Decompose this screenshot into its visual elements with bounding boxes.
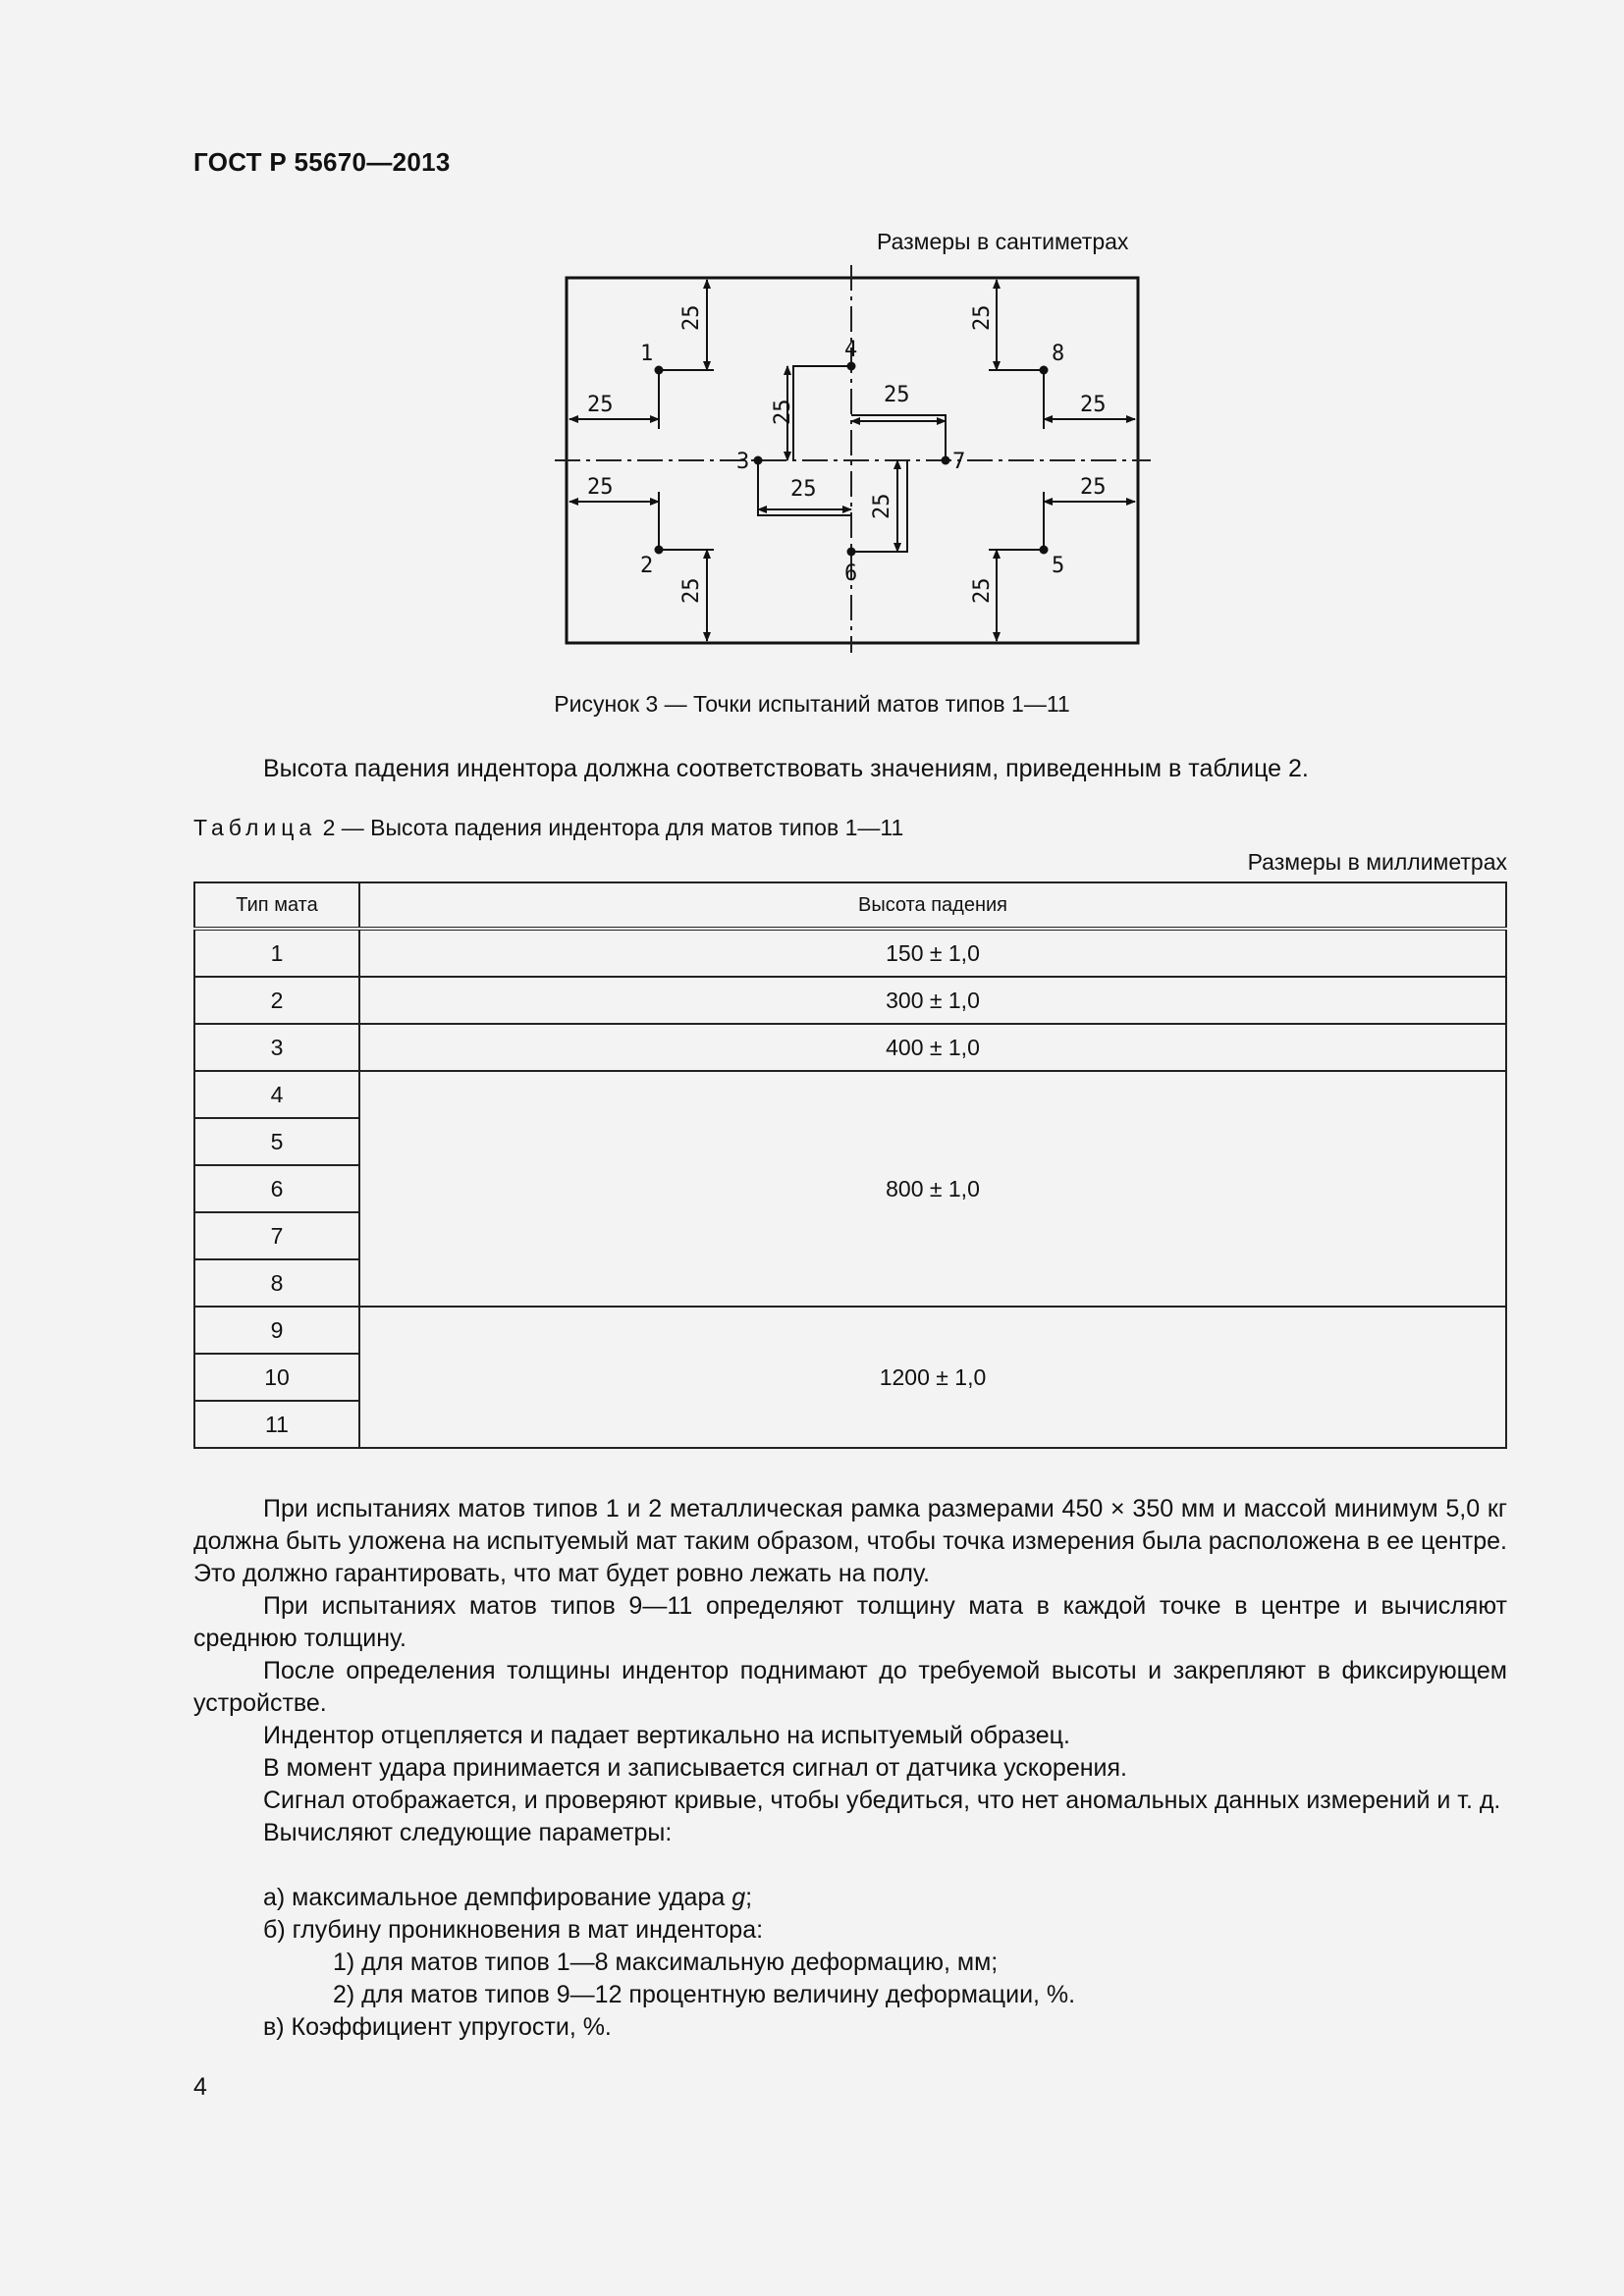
dim-label: 25 xyxy=(587,475,614,500)
list-item: 1) для матов типов 1—8 максимальную деформацию, мм; xyxy=(333,1949,999,1976)
paragraph: В момент удара принимается и записывается сигнал от датчика ускорения. xyxy=(263,1754,1127,1782)
table-row xyxy=(194,977,1506,1024)
figure-dimensions-note: Размеры в сантиметрах xyxy=(877,229,1129,254)
table-row xyxy=(194,1024,1506,1071)
test-point-8 xyxy=(1040,366,1049,375)
dim-label: 25 xyxy=(587,393,614,417)
dim-label: 25 xyxy=(1080,475,1107,500)
paragraph: При испытаниях матов типов 1 и 2 металлическая рамка размерами 450 × 350 мм и массой минимум 5,0 кг должна быть уложена на испытуемый мат таким образом, чтобы точка измерения была расположена в ее центре. Это должно гарантировать, что мат будет ровно лежать на полу. xyxy=(193,1495,1507,1587)
height-cell: 1200 ± 1,0 xyxy=(359,1307,1506,1448)
dim-label: 25 xyxy=(679,577,704,604)
point-label-1: 1 xyxy=(640,342,654,366)
list-item xyxy=(193,1882,1507,1914)
point-label-4: 4 xyxy=(844,338,858,362)
table-dimensions-note: Размеры в миллиметрах xyxy=(1247,849,1507,875)
type-cell: 2 xyxy=(194,977,359,1024)
paragraph: Вычисляют следующие параметры: xyxy=(263,1819,673,1846)
dim-label: 25 xyxy=(771,399,795,425)
dim-label: 25 xyxy=(1080,393,1107,417)
type-cell: 8 xyxy=(194,1259,359,1307)
list-item-a-suffix: ; xyxy=(745,1884,753,1911)
dim-label: 25 xyxy=(790,477,817,502)
document-header: ГОСТ Р 55670—2013 xyxy=(193,147,451,177)
col-header-height: Высота падения xyxy=(359,882,1506,929)
figure-caption: Рисунок 3 — Точки испытаний матов типов 1—11 xyxy=(554,691,1070,717)
test-point-7 xyxy=(942,456,950,465)
test-point-6 xyxy=(847,548,856,557)
test-point-4 xyxy=(847,362,856,371)
dim-label: 25 xyxy=(679,304,704,331)
dim-label: 25 xyxy=(870,493,894,519)
point-label-8: 8 xyxy=(1052,342,1065,366)
table-caption xyxy=(193,815,903,841)
height-cell: 800 ± 1,0 xyxy=(359,1071,1506,1307)
type-cell: 7 xyxy=(194,1212,359,1259)
list-item: б) глубину проникновения в мат индентора: xyxy=(263,1916,764,1944)
dim-label: 25 xyxy=(970,304,995,331)
intro-paragraph: Высота падения индентора должна соответствовать значениям, приведенным в таблице 2. xyxy=(263,755,1309,782)
type-cell: 6 xyxy=(194,1165,359,1212)
dim-label: 25 xyxy=(884,383,910,407)
table-row xyxy=(194,1307,1506,1354)
type-cell: 1 xyxy=(194,929,359,977)
table-header-row xyxy=(194,882,1506,929)
paragraph: Индентор отцепляется и падает вертикально на испытуемый образец. xyxy=(263,1722,1070,1749)
point-label-6: 6 xyxy=(844,561,858,586)
page-number: 4 xyxy=(193,2073,207,2101)
parameter-list xyxy=(193,1882,1507,2044)
type-cell: 5 xyxy=(194,1118,359,1165)
type-cell: 9 xyxy=(194,1307,359,1354)
type-cell: 10 xyxy=(194,1354,359,1401)
list-item: в) Коэффициент упругости, %. xyxy=(263,2013,612,2041)
paragraph: При испытаниях матов типов 9—11 определяют толщину мата в каждой точке в центре и вычисляют среднюю толщину. xyxy=(193,1592,1507,1652)
col-header-type: Тип мата xyxy=(194,882,359,929)
drop-height-table xyxy=(193,881,1507,1449)
list-item-a-variable: g xyxy=(731,1884,746,1911)
type-cell: 3 xyxy=(194,1024,359,1071)
point-label-5: 5 xyxy=(1052,554,1065,578)
paragraph: Сигнал отображается, и проверяют кривые, чтобы убедиться, что нет аномальных данных измерений и т. д. xyxy=(263,1787,1501,1814)
point-label-3: 3 xyxy=(736,450,750,474)
test-point-5 xyxy=(1040,546,1049,555)
type-cell: 11 xyxy=(194,1401,359,1448)
paragraph: После определения толщины индентор поднимают до требуемой высоты и закрепляют в фиксирующем устройстве. xyxy=(193,1657,1507,1717)
body-text xyxy=(193,1493,1507,1849)
table-caption-prefix: Таблица xyxy=(193,815,317,840)
point-label-2: 2 xyxy=(640,554,654,578)
height-cell: 300 ± 1,0 xyxy=(359,977,1506,1024)
test-point-2 xyxy=(655,546,664,555)
type-cell: 4 xyxy=(194,1071,359,1118)
height-cell: 150 ± 1,0 xyxy=(359,929,1506,977)
table-caption-text: 2 — Высота падения индентора для матов типов 1—11 xyxy=(316,815,904,840)
table-row xyxy=(194,929,1506,977)
test-point-1 xyxy=(655,366,664,375)
height-cell: 400 ± 1,0 xyxy=(359,1024,1506,1071)
list-item-a-text: а) максимальное демпфирование удара xyxy=(263,1884,732,1911)
table-row xyxy=(194,1071,1506,1118)
list-item: 2) для матов типов 9—12 процентную величину деформации, %. xyxy=(333,1981,1076,2008)
test-points-figure xyxy=(550,260,1159,663)
dim-label: 25 xyxy=(970,577,995,604)
test-point-3 xyxy=(754,456,763,465)
point-label-7: 7 xyxy=(952,450,966,474)
